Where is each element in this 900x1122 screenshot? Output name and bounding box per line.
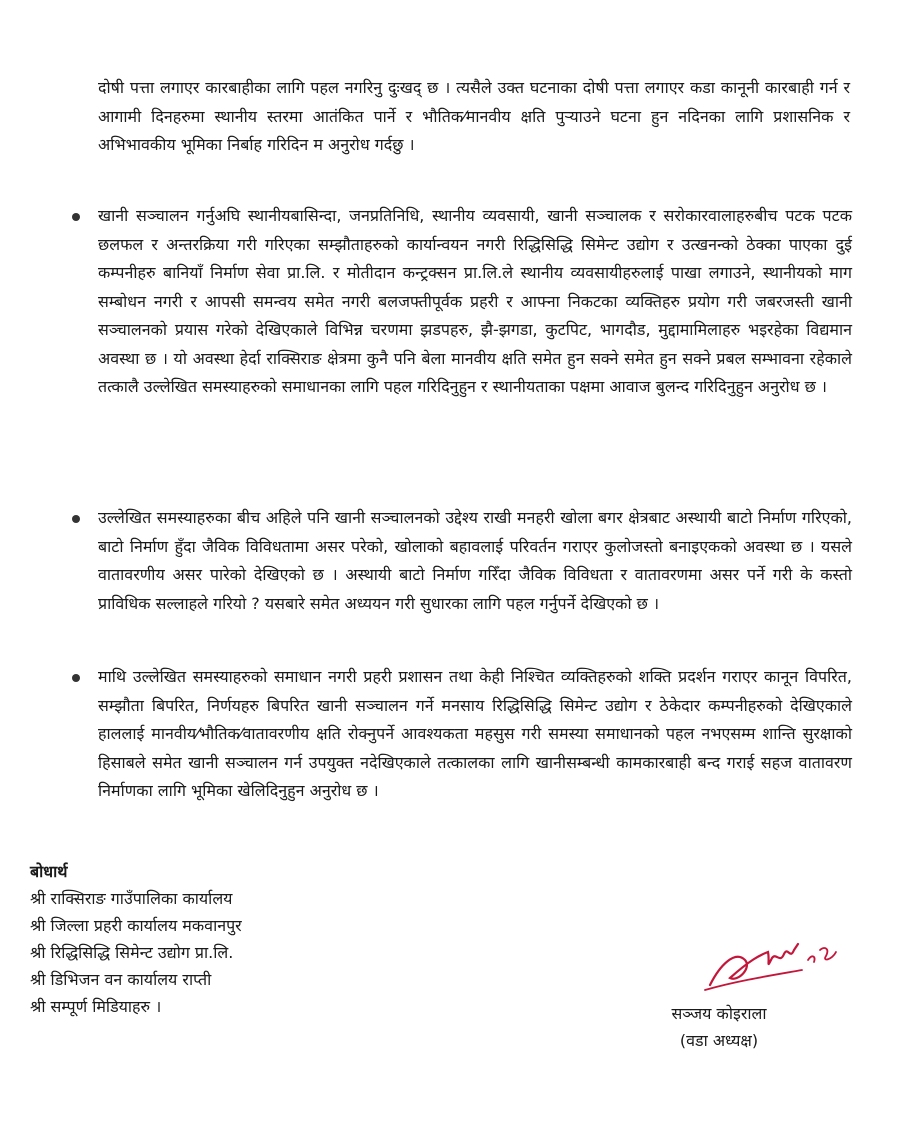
- cc-item: श्री रिद्धिसिद्धि सिमेन्ट उद्योग प्रा.लि.: [30, 943, 234, 962]
- bullet-icon: [72, 674, 80, 682]
- cc-title: बोधार्थ: [30, 862, 68, 881]
- bullet-item-mining-dispute: [62, 202, 852, 402]
- bullet-item-temporary-road: [62, 504, 852, 618]
- bullet-text: खानी सञ्चालन गर्नुअघि स्थानीयबासिन्दा, जनप्रतिनिधि, स्थानीय व्यवसायी, खानी सञ्चालक र सरोकारवालाहरुबीच पटक पटक छलफल र अन्तरक्रिया गरी गरिएका सम्झौताहरुको कार्यान्वयन नगरी रिद्धिसिद्धि सिमेन्ट उद्योग र उत्खनन्को ठेक्का पाएका दुई कम्पनीहरु बानियाँ निर्माण सेवा प्रा.लि. र मोतीदान कन्ट्रक्सन प्रा.लि.ले स्थानीय व्यवसायीहरुलाई पाखा लगाउने, स्थानीयको माग सम्बोधन नगरी र आपसी समन्वय समेत नगरी बलजफ्तीपूर्वक प्रहरी र आफ्ना निकटका व्यक्तिहरु प्रयोग गरी जबरजस्ती खानी सञ्चालनको प्रयास गरेको देखिएकाले विभिन्न चरणमा झडपहरु, झै-झगडा, कुटपिट, भागदौड, मुद्दामामिलाहरु भइरहेका विद्यमान अवस्था छ । यो अवस्था हेर्दा राक्सिराङ क्षेत्रमा कुनै पनि बेला मानवीय क्षति समेत हुन सक्ने समेत हुन सक्ने प्रबल सम्भावना रहेकाले तत्कालै उल्लेखित समस्याहरुको समाधानका लागि पहल गरिदिनुहुन र स्थानीयताका पक्षमा आवाज बुलन्द गरिदिनुहुन अनुरोध छ ।: [98, 206, 852, 396]
- cc-item: श्री राक्सिराङ गाउँपालिका कार्यालय: [30, 889, 233, 908]
- cc-item: श्री जिल्ला प्रहरी कार्यालय मकवानपुर: [30, 916, 242, 935]
- signer-name: सञ्जय कोइराला: [671, 1004, 767, 1023]
- paragraph-text: दोषी पत्ता लगाएर कारबाहीका लागि पहल नगरिनु दुःखद् छ । त्यसैले उक्त घटनाका दोषी पत्ता लगाएर कडा कानूनी कारबाही गर्न र आगामी दिनहरुमा स्थानीय स्तरमा आतंकित पार्ने र भौतिक⁄मानवीय क्षति पुऱ्याउने घटना हुन नदिनका लागि प्रशासनिक र अभिभावकीय भूमिका निर्बाह गरिदिन म अनुरोध गर्दछु ।: [98, 78, 850, 154]
- bullet-item-halt-request: [62, 663, 852, 806]
- cc-item: श्री डिभिजन वन कार्यालय राप्ती: [30, 970, 212, 989]
- intro-paragraph: [98, 74, 850, 160]
- bullet-text: माथि उल्लेखित समस्याहरुको समाधान नगरी प्रहरी प्रशासन तथा केही निश्चित व्यक्तिहरुको शक्ति प्रदर्शन गराएर कानून विपरित, सम्झौता बिपरित, निर्णयहरु बिपरित खानी सञ्चालन गर्ने मनसाय रिद्धिसिद्धि सिमेन्ट उद्योग र ठेकेदार कम्पनीहरुको देखिएकाले हाललाई मानवीय⁄भौतिक⁄वातावरणीय क्षति रोक्नुपर्ने आवश्यकता महसुस गरी समस्या समाधानको पहल नभएसम्म शान्ति सुरक्षाको हिसाबले समेत खानी सञ्चालन गर्न उपयुक्त नदेखिएकाले तत्कालका लागि खानीसम्बन्धी कामकारबाही बन्द गराई सहज वातावरण निर्माणका लागि भूमिका खेलिदिनुहुन अनुरोध छ ।: [98, 667, 852, 800]
- bullet-text: उल्लेखित समस्याहरुका बीच अहिले पनि खानी सञ्चालनको उद्देश्य राखी मनहरी खोला बगर क्षेत्रबाट अस्थायी बाटो निर्माण गरिएको, बाटो निर्माण हुँदा जैविक विविधतामा असर परेको, खोलाको बहावलाई परिवर्तन गराएर कुलोजस्तो बनाइएकको अवस्था छ । यसले वातावरणीय असर पारेको देखिएको छ । अस्थायी बाटो निर्माण गरिँदा जैविक विविधता र वातावरणमा असर पर्ने गरी के कस्तो प्राविधिक सल्लाहले गरियो ? यसबारे समेत अध्ययन गरी सुधारका लागि पहल गर्नुपर्ने देखिएको छ ।: [98, 508, 852, 613]
- signature-icon: [690, 930, 850, 1000]
- bullet-icon: [72, 213, 80, 221]
- cc-section: [30, 858, 242, 1020]
- signer-block: [644, 1000, 794, 1054]
- cc-list: [30, 885, 242, 1020]
- cc-item: श्री सम्पूर्ण मिडियाहरु ।: [30, 997, 162, 1016]
- bullet-icon: [72, 515, 80, 523]
- signer-position: (वडा अध्यक्ष): [679, 1031, 759, 1050]
